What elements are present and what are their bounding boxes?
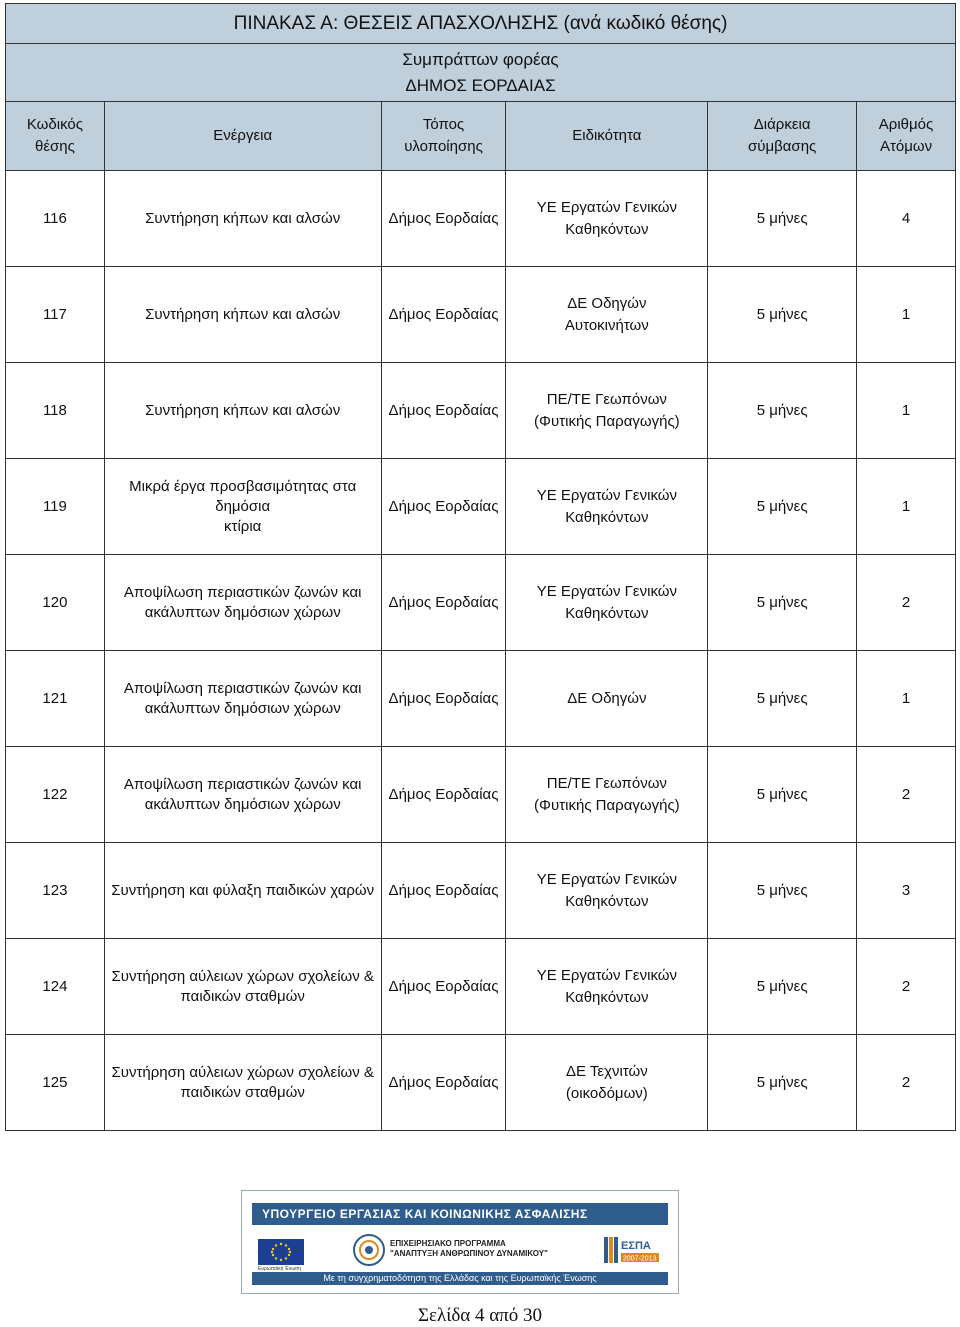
cell-duration: 5 μήνες: [708, 171, 857, 267]
cell-specialty-line: Καθηκόντων: [565, 988, 649, 1006]
cell-action-line: Συντήρηση κήπων και αλσών: [145, 305, 341, 323]
header-duration-line1: Διάρκεια: [753, 116, 811, 133]
cofinance-bar: Με τη συγχρηματοδότηση της Ελλάδας και της Ευρωπαϊκής Ένωσης: [252, 1272, 668, 1285]
cell-persons: 1: [857, 267, 956, 363]
cell-specialty-line: (Φυτικής Παραγωγής): [534, 412, 680, 430]
cell-action-line: ακάλυπτων δημόσιων χώρων: [144, 603, 341, 621]
header-place: [381, 102, 506, 171]
cell-action: [104, 555, 381, 651]
cell-duration: 5 μήνες: [708, 555, 857, 651]
cell-action: [104, 171, 381, 267]
cell-specialty: [506, 267, 708, 363]
header-specialty: Ειδικότητα: [506, 102, 708, 171]
cell-specialty: [506, 651, 708, 747]
cell-action-line: Αποψίλωση περιαστικών ζωνών και: [123, 679, 362, 697]
cell-duration: 5 μήνες: [708, 363, 857, 459]
cell-action-line: κτίρια: [224, 517, 262, 535]
page-number: Σελίδα 4 από 30: [417, 1305, 543, 1326]
cell-action-line: ακάλυπτων δημόσιων χώρων: [144, 795, 341, 813]
cell-action-line: Συντήρηση κήπων και αλσών: [145, 401, 341, 419]
table-row: [6, 939, 956, 1035]
header-code-line2: θέσης: [34, 138, 75, 155]
table-row: [6, 1035, 956, 1131]
cell-action: [104, 939, 381, 1035]
espa-years: 2007-2013: [623, 1255, 657, 1263]
cell-place: Δήμος Εορδαίας: [381, 459, 506, 555]
cell-specialty-line: Καθηκόντων: [565, 508, 649, 526]
cell-action-line: Συντήρηση κήπων και αλσών: [145, 209, 341, 227]
cell-code: 125: [6, 1035, 105, 1131]
cell-duration: 5 μήνες: [708, 747, 857, 843]
cell-persons: 1: [857, 459, 956, 555]
cell-specialty-line: ΔΕ Οδηγών: [567, 294, 647, 312]
cell-code: 124: [6, 939, 105, 1035]
cell-place: Δήμος Εορδαίας: [381, 267, 506, 363]
cell-specialty: [506, 555, 708, 651]
cell-persons: 2: [857, 747, 956, 843]
cell-specialty-line: (οικοδόμων): [565, 1084, 648, 1102]
cell-specialty-line: Καθηκόντων: [565, 220, 649, 238]
cell-code: 121: [6, 651, 105, 747]
cell-persons: 4: [857, 171, 956, 267]
cell-specialty-line: (Φυτικής Παραγωγής): [534, 796, 680, 814]
cell-specialty-line: Καθηκόντων: [565, 604, 649, 622]
cell-code: 123: [6, 843, 105, 939]
header-row: [6, 102, 956, 171]
cell-specialty: [506, 843, 708, 939]
cell-specialty-line: ΥΕ Εργατών Γενικών: [536, 582, 677, 600]
table-row: [6, 459, 956, 555]
cell-action: [104, 267, 381, 363]
cell-specialty: [506, 459, 708, 555]
cell-specialty: [506, 747, 708, 843]
cell-duration: 5 μήνες: [708, 1035, 857, 1131]
cell-place: Δήμος Εορδαίας: [381, 1035, 506, 1131]
header-duration: [708, 102, 857, 171]
table-row: [6, 267, 956, 363]
cell-place: Δήμος Εορδαίας: [381, 843, 506, 939]
table-row: [6, 363, 956, 459]
cell-action: [104, 363, 381, 459]
header-duration-line2: σύμβασης: [748, 138, 817, 155]
cell-duration: 5 μήνες: [708, 651, 857, 747]
cell-place: Δήμος Εορδαίας: [381, 939, 506, 1035]
cell-specialty-line: ΥΕ Εργατών Γενικών: [536, 870, 677, 888]
cell-persons: 1: [857, 363, 956, 459]
cell-action-line: Συντήρηση αύλειων χώρων σχολείων &: [111, 967, 374, 985]
partner-label: Συμπράττων φορέας: [402, 49, 559, 69]
ministry-bar: ΥΠΟΥΡΓΕΙΟ ΕΡΓΑΣΙΑΣ ΚΑΙ ΚΟΙΝΩΝΙΚΗΣ ΑΣΦΑΛΙΣΗΣ: [252, 1203, 668, 1225]
table-row: [6, 651, 956, 747]
positions-table: [5, 3, 956, 1131]
cell-code: 117: [6, 267, 105, 363]
program-title-line1: ΕΠΙΧΕΙΡΗΣΙΑΚΟ ΠΡΟΓΡΑΜΜΑ: [390, 1239, 506, 1248]
table-row: [6, 747, 956, 843]
cell-place: Δήμος Εορδαίας: [381, 651, 506, 747]
header-action: Ενέργεια: [104, 102, 381, 171]
table-row: [6, 555, 956, 651]
cell-duration: 5 μήνες: [708, 267, 857, 363]
cell-specialty: [506, 171, 708, 267]
program-title: [390, 1239, 548, 1259]
cell-place: Δήμος Εορδαίας: [381, 363, 506, 459]
table-row: [6, 171, 956, 267]
cell-code: 120: [6, 555, 105, 651]
cell-specialty-line: ΥΕ Εργατών Γενικών: [536, 486, 677, 504]
cell-action: [104, 843, 381, 939]
cell-action-line: Συντήρηση και φύλαξη παιδικών χαρών: [111, 881, 375, 899]
cell-action-line: Μικρά έργα προσβασιμότητας στα δημόσια: [129, 477, 357, 515]
cell-specialty-line: Καθηκόντων: [565, 892, 649, 910]
header-place-line2: υλοποίησης: [404, 138, 483, 155]
cell-specialty-line: Αυτοκινήτων: [564, 316, 649, 334]
cell-specialty: [506, 939, 708, 1035]
cell-place: Δήμος Εορδαίας: [381, 555, 506, 651]
table-row: [6, 843, 956, 939]
cell-persons: 3: [857, 843, 956, 939]
cell-duration: 5 μήνες: [708, 843, 857, 939]
cell-action-line: παιδικών σταθμών: [180, 1083, 305, 1101]
header-place-line1: Τόπος: [422, 116, 465, 133]
cell-persons: 2: [857, 1035, 956, 1131]
cell-duration: 5 μήνες: [708, 459, 857, 555]
header-code: [6, 102, 105, 171]
cell-specialty: [506, 363, 708, 459]
espa-logo: [604, 1235, 660, 1265]
table-title: ΠΙΝΑΚΑΣ Α: ΘΕΣΕΙΣ ΑΠΑΣΧΟΛΗΣΗΣ (ανά κωδικό θέσης): [6, 4, 956, 44]
header-persons-line1: Αριθμός: [878, 116, 934, 133]
cell-persons: 1: [857, 651, 956, 747]
cell-action: [104, 747, 381, 843]
cell-code: 118: [6, 363, 105, 459]
cell-specialty-line: ΠΕ/ΤΕ Γεωπόνων: [546, 390, 667, 408]
cell-code: 116: [6, 171, 105, 267]
cell-action-line: παιδικών σταθμών: [180, 987, 305, 1005]
cell-action-line: Συντήρηση αύλειων χώρων σχολείων &: [111, 1063, 374, 1081]
table-subtitle: [6, 44, 956, 102]
municipality-name: ΔΗΜΟΣ ΕΟΡΔΑΙΑΣ: [405, 75, 556, 95]
cell-action: [104, 459, 381, 555]
eu-label: Ευρωπαϊκή Ένωση: [258, 1266, 301, 1272]
cell-code: 122: [6, 747, 105, 843]
cell-persons: 2: [857, 939, 956, 1035]
header-persons: [857, 102, 956, 171]
cell-place: Δήμος Εορδαίας: [381, 747, 506, 843]
cell-specialty-line: ΔΕ Οδηγών: [567, 689, 647, 707]
logo-strip: [252, 1229, 668, 1271]
cell-specialty-line: ΥΕ Εργατών Γενικών: [536, 966, 677, 984]
cell-action: [104, 651, 381, 747]
program-title-line2: "ΑΝΑΠΤΥΞΗ ΑΝΘΡΩΠΙΝΟΥ ΔΥΝΑΜΙΚΟΥ": [390, 1249, 548, 1258]
cell-specialty: [506, 1035, 708, 1131]
cell-action-line: Αποψίλωση περιαστικών ζωνών και: [123, 775, 362, 793]
program-emblem-icon: [352, 1233, 386, 1267]
cofinancing-logo-banner: [241, 1190, 679, 1294]
cell-persons: 2: [857, 555, 956, 651]
cell-action: [104, 1035, 381, 1131]
espa-label: ΕΣΠΑ: [621, 1240, 651, 1252]
cell-specialty-line: ΠΕ/ΤΕ Γεωπόνων: [546, 774, 667, 792]
header-code-line1: Κωδικός: [26, 116, 83, 133]
cell-action-line: Αποψίλωση περιαστικών ζωνών και: [123, 583, 362, 601]
cell-specialty-line: ΥΕ Εργατών Γενικών: [536, 198, 677, 216]
cell-specialty-line: ΔΕ Τεχνιτών: [565, 1062, 648, 1080]
eu-flag-icon: [258, 1239, 304, 1265]
cell-duration: 5 μήνες: [708, 939, 857, 1035]
cell-code: 119: [6, 459, 105, 555]
cell-place: Δήμος Εορδαίας: [381, 171, 506, 267]
header-persons-line2: Ατόμων: [879, 138, 933, 155]
cell-action-line: ακάλυπτων δημόσιων χώρων: [144, 699, 341, 717]
